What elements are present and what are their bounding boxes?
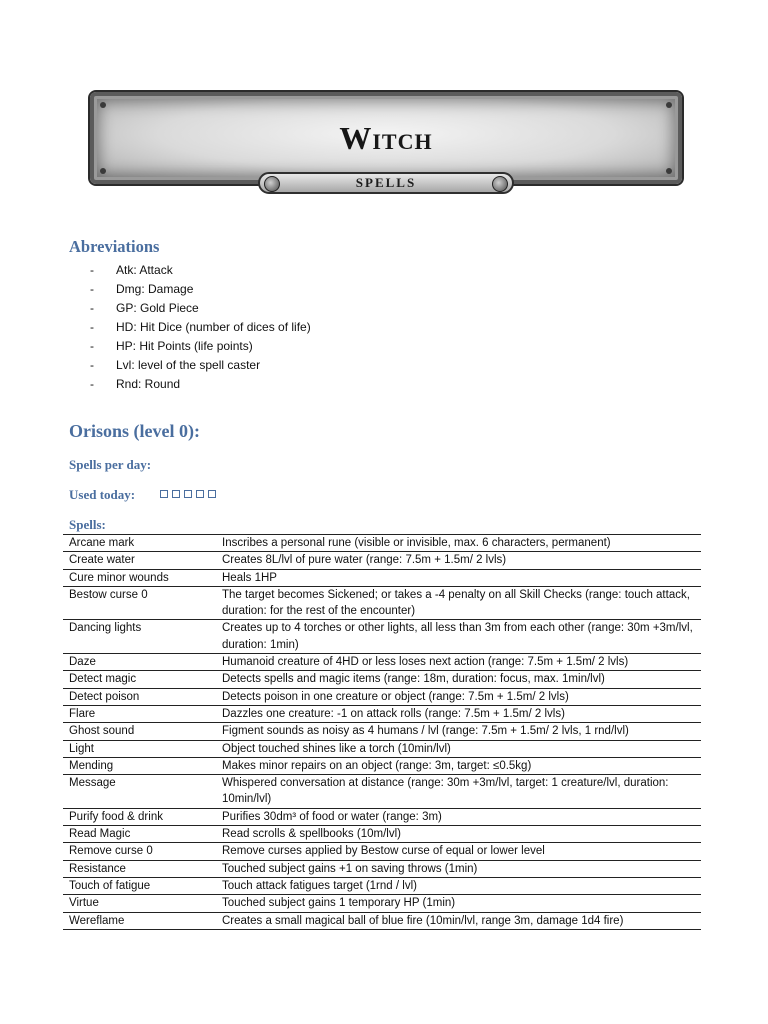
table-row <box>63 620 701 654</box>
rivet-icon <box>100 168 106 174</box>
banner-subtitle: SPELLS <box>355 175 417 190</box>
spells-table <box>63 534 701 930</box>
rivet-icon <box>666 168 672 174</box>
list-item: - Atk: Attack <box>90 263 173 277</box>
spell-description: Detects poison in one creature or object (range: 7.5m + 1.5m/ 2 lvls) <box>216 688 701 705</box>
table-row <box>63 808 701 825</box>
list-item: - Rnd: Round <box>90 377 181 391</box>
abbreviations-heading: Abreviations <box>69 237 160 256</box>
table-row <box>63 535 701 552</box>
table-row <box>63 843 701 860</box>
spell-description: Read scrolls & spellbooks (10m/lvl) <box>216 826 701 843</box>
spell-name: Create water <box>63 552 216 569</box>
spell-description: Detects spells and magic items (range: 18m, duration: focus, max. 1min/lvl) <box>216 671 701 688</box>
spell-name: Flare <box>63 705 216 722</box>
table-row <box>63 912 701 929</box>
spell-description: Heals 1HP <box>216 569 701 586</box>
table-row <box>63 723 701 740</box>
spell-name: Read Magic <box>63 826 216 843</box>
spell-name: Dancing lights <box>63 620 216 654</box>
spell-name: Daze <box>63 654 216 671</box>
table-row <box>63 705 701 722</box>
table-row <box>63 654 701 671</box>
spell-description: Creates 8L/lvl of pure water (range: 7.5m + 1.5m/ 2 lvls) <box>216 552 701 569</box>
spell-description: Whispered conversation at distance (range: 30m +3m/lvl, target: 1 creature/lvl, duration: 10min/lvl) <box>216 775 701 809</box>
spell-description: Purifies 30dm³ of food or water (range: 3m) <box>216 808 701 825</box>
spell-description: Humanoid creature of 4HD or less loses next action (range: 7.5m + 1.5m/ 2 lvls) <box>216 654 701 671</box>
used-today-checkbox[interactable] <box>208 490 216 498</box>
table-row <box>63 860 701 877</box>
spell-description: Creates a small magical ball of blue fire (10min/lvl, range 3m, damage 1d4 fire) <box>216 912 701 929</box>
spell-description: Figment sounds as noisy as 4 humans / lvl (range: 7.5m + 1.5m/ 2 lvls, 1 rnd/lvl) <box>216 723 701 740</box>
used-today-checkbox[interactable] <box>160 490 168 498</box>
spells-per-day-label: Spells per day: <box>69 457 152 472</box>
spell-name: Virtue <box>63 895 216 912</box>
list-item: - Lvl: level of the spell caster <box>90 358 261 372</box>
table-row <box>63 671 701 688</box>
spell-description: Object touched shines like a torch (10min/lvl) <box>216 740 701 757</box>
spell-name: Touch of fatigue <box>63 877 216 894</box>
rivet-icon <box>666 102 672 108</box>
table-row <box>63 775 701 809</box>
table-row <box>63 757 701 774</box>
used-today-checkbox[interactable] <box>196 490 204 498</box>
used-today-label: Used today: <box>69 487 136 502</box>
spell-description: Creates up to 4 torches or other lights, all less than 3m from each other (range: 30m +3m/lvl, duration: 1min) <box>216 620 701 654</box>
table-row <box>63 740 701 757</box>
table-row <box>63 569 701 586</box>
used-today-checkbox[interactable] <box>184 490 192 498</box>
used-today-checkbox[interactable] <box>172 490 180 498</box>
spell-description: Touched subject gains +1 on saving throws (1min) <box>216 860 701 877</box>
list-item: - GP: Gold Piece <box>90 301 199 315</box>
list-item: - Dmg: Damage <box>90 282 194 296</box>
used-today-checkboxes <box>160 490 216 498</box>
spell-description: Dazzles one creature: -1 on attack rolls (range: 7.5m + 1.5m/ 2 lvls) <box>216 705 701 722</box>
abbreviations-list <box>90 261 311 394</box>
spell-description: Makes minor repairs on an object (range: 3m, target: ≤0.5kg) <box>216 757 701 774</box>
spell-name: Mending <box>63 757 216 774</box>
spell-name: Wereflame <box>63 912 216 929</box>
spell-description: Touched subject gains 1 temporary HP (1min) <box>216 895 701 912</box>
spell-description: Touch attack fatigues target (1rnd / lvl) <box>216 877 701 894</box>
spell-name: Arcane mark <box>63 535 216 552</box>
spell-name: Purify food & drink <box>63 808 216 825</box>
banner-title: Witch <box>339 120 433 156</box>
banner-subtitle-bar <box>258 172 514 194</box>
spell-name: Resistance <box>63 860 216 877</box>
spell-name: Cure minor wounds <box>63 569 216 586</box>
orisons-heading: Orisons (level 0): <box>69 421 200 441</box>
spell-name: Detect poison <box>63 688 216 705</box>
spell-name: Remove curse 0 <box>63 843 216 860</box>
table-row <box>63 586 701 620</box>
witch-spells-banner <box>90 92 682 196</box>
spell-name: Bestow curse 0 <box>63 586 216 620</box>
rivet-icon <box>100 102 106 108</box>
table-row <box>63 552 701 569</box>
table-row <box>63 877 701 894</box>
spell-name: Message <box>63 775 216 809</box>
table-row <box>63 688 701 705</box>
table-row <box>63 895 701 912</box>
spell-name: Light <box>63 740 216 757</box>
spells-label: Spells: <box>69 517 106 532</box>
banner-plate <box>90 92 682 184</box>
list-item: - HD: Hit Dice (number of dices of life) <box>90 320 311 334</box>
spell-description: Inscribes a personal rune (visible or invisible, max. 6 characters, permanent) <box>216 535 701 552</box>
spell-name: Ghost sound <box>63 723 216 740</box>
spell-description: Remove curses applied by Bestow curse of equal or lower level <box>216 843 701 860</box>
list-item: - HP: Hit Points (life points) <box>90 339 253 353</box>
table-row <box>63 826 701 843</box>
spell-description: The target becomes Sickened; or takes a -4 penalty on all Skill Checks (range: touch attack, duration: for the rest of the encounter) <box>216 586 701 620</box>
spell-name: Detect magic <box>63 671 216 688</box>
